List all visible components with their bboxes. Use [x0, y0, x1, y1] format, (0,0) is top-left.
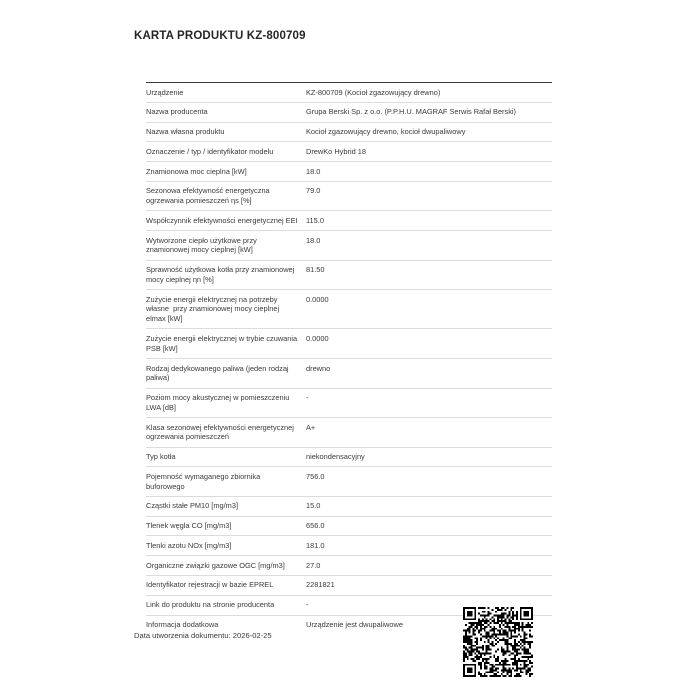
row-value: drewno [306, 363, 331, 373]
table-row [146, 290, 552, 329]
table-row [146, 231, 552, 261]
row-label: Nazwa producenta [146, 107, 208, 117]
row-label: Cząstki stałe PM10 [mg/m3] [146, 501, 239, 511]
table-row [146, 142, 552, 162]
table-row [146, 211, 552, 231]
document-creation-date: Data utworzenia dokumentu: 2026-02-25 [134, 631, 272, 640]
table-row [146, 575, 552, 595]
page-title: KARTA PRODUKTU KZ-800709 [134, 30, 306, 42]
row-value: Urządzenie jest dwupaliwowe [306, 620, 403, 629]
row-value: Grupa Berski Sp. z o.o. (P.P.H.U. MAGRAF Serwis Rafał Berski) [306, 107, 517, 117]
row-label: Pojemność wymaganego zbiornika buforowego [146, 471, 263, 491]
row-label: Urządzenie [146, 87, 184, 97]
row-value: 27.0 [306, 560, 321, 570]
row-value: A+ [306, 422, 316, 432]
row-value: 15.0 [306, 501, 321, 511]
row-label: Znamionowa moc cieplna [kW] [146, 166, 247, 176]
table-row [146, 102, 552, 122]
row-value: 79.0 [306, 186, 321, 196]
table-row [146, 516, 552, 536]
row-value: niekondensacyjny [306, 452, 365, 462]
row-value: 656.0 [306, 521, 325, 531]
row-value: 0.0000 [306, 333, 329, 343]
row-label: Typ kotła [146, 452, 176, 462]
row-label: Sprawność użytkowa kotła przy znamionowej mocy cieplnej ηn [%] [146, 265, 297, 284]
row-label: Zużycie energii elektrycznej w trybie czuwania PSB [kW] [146, 333, 300, 353]
table-row [146, 467, 552, 497]
row-label: Nazwa własna produktu [146, 127, 225, 137]
row-label: Oznaczenie / typ / identyfikator modelu [146, 146, 274, 156]
table-row [146, 359, 552, 389]
row-label: Informacja dodatkowa [146, 620, 219, 629]
row-value: Kocioł zgazowujący drewno, kocioł dwupaliwowy [306, 127, 466, 137]
table-row [146, 260, 552, 290]
table-row [146, 536, 552, 556]
row-value: 2281821 [306, 580, 335, 590]
row-label: Organiczne związki gazowe OGC [mg/m3] [146, 560, 285, 570]
table-row [146, 181, 552, 211]
row-value: 18.0 [306, 166, 321, 176]
row-value: 18.0 [306, 235, 321, 245]
row-label: Link do produktu na stronie producenta [146, 600, 275, 610]
row-label: Poziom mocy akustycznej w pomieszczeniu LWA [dB] [146, 393, 292, 412]
table-row [146, 418, 552, 448]
table-row [146, 556, 552, 576]
table-row [146, 447, 552, 467]
table-row [146, 162, 552, 182]
row-label: Zużycie energii elektrycznej na potrzeby własne przy znamionowej mocy cieplnej elmax [kW] [146, 294, 282, 324]
row-value: 756.0 [306, 471, 325, 481]
row-value: - [306, 393, 309, 403]
table-row [146, 329, 552, 359]
product-specification-table [146, 82, 552, 634]
row-value: 181.0 [306, 540, 325, 550]
row-value: - [306, 600, 309, 610]
table-body [146, 83, 552, 635]
row-label: Współczynnik efektywności energetycznej EEI [146, 215, 298, 225]
row-label: Tlenki azotu NOx [mg/m3] [146, 540, 232, 550]
row-value: 115.0 [306, 215, 324, 225]
row-label: Klasa sezonowej efektywności energetycznej ogrzewania pomieszczeń [146, 422, 296, 442]
table-row [146, 496, 552, 516]
row-label: Rodzaj dedykowanego paliwa (jeden rodzaj paliwa) [146, 363, 291, 383]
row-label: Wytworzone ciepło użytkowe przy znamionowej mocy cieplnej [kW] [146, 235, 259, 255]
row-value: 81.50 [306, 265, 325, 275]
table-row [146, 83, 552, 103]
row-label: Sezonowa efektywność energetyczna ogrzewania pomieszczeń ηs [%] [146, 186, 272, 206]
row-label: Tlenek węgla CO [mg/m3] [146, 521, 232, 531]
row-value: KZ-800709 (Kocioł zgazowujący drewno) [306, 87, 441, 97]
table-row [146, 122, 552, 142]
table-row [146, 388, 552, 418]
row-value: 0.0000 [306, 294, 329, 304]
qr-code [463, 607, 533, 677]
row-value: DrewKo Hybrid 18 [306, 146, 366, 156]
row-label: Identyfikator rejestracji w bazie EPREL [146, 580, 274, 590]
